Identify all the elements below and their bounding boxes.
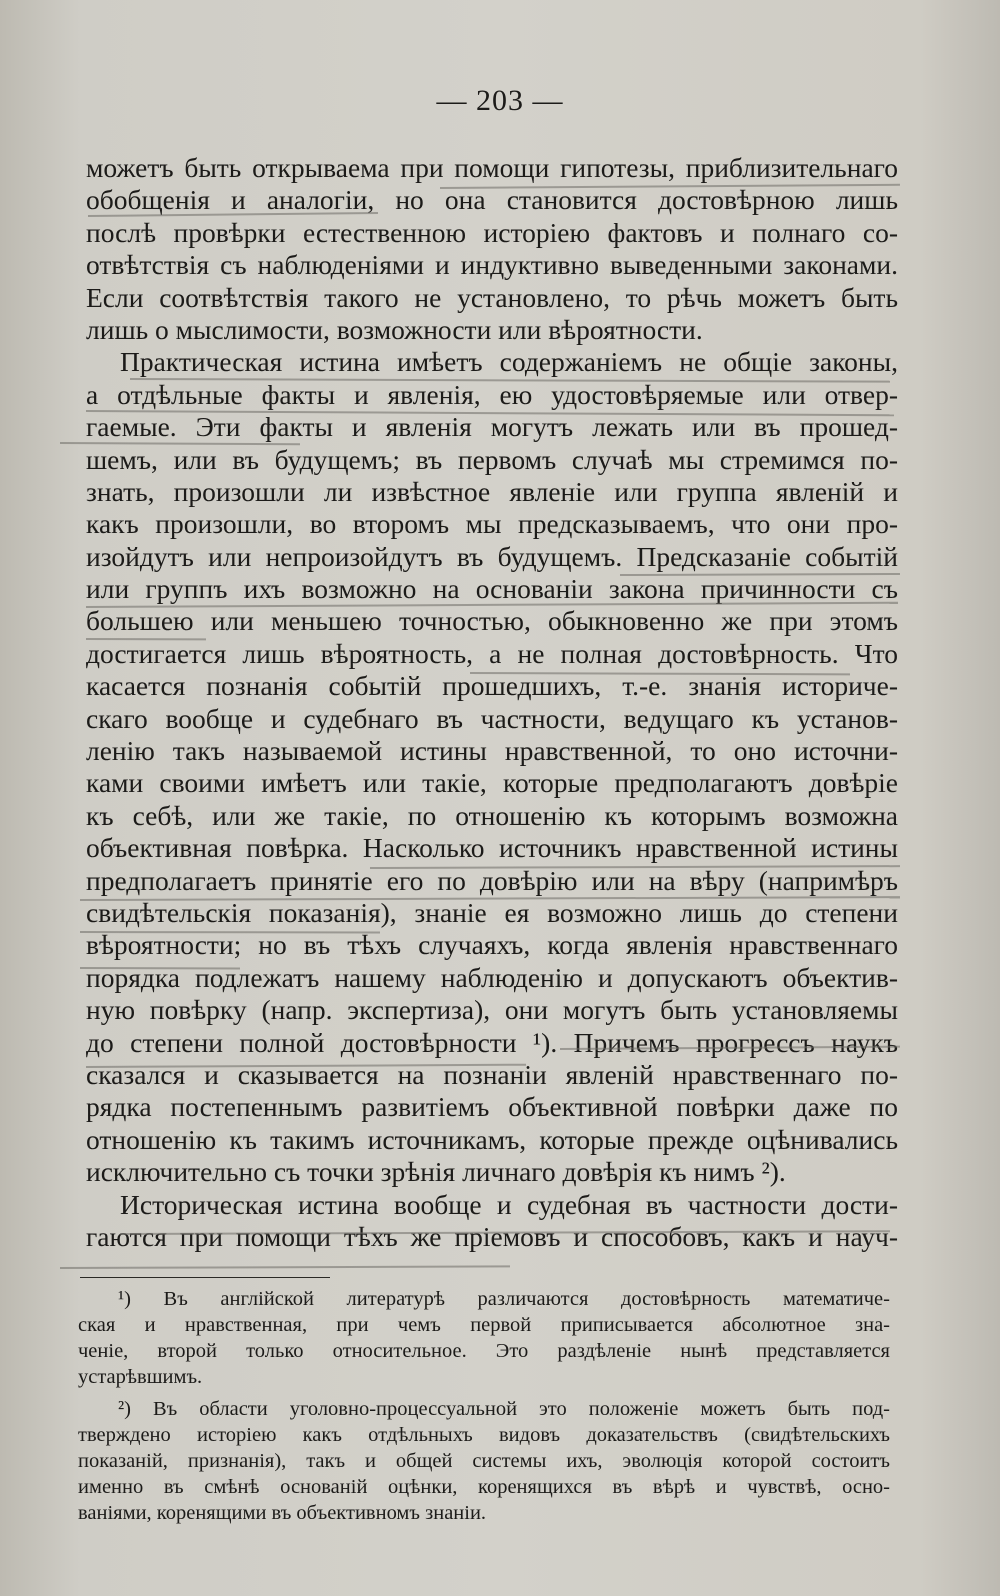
text-line: порядка подлежатъ нашему наблюденію и допускаютъ объектив- [86, 961, 898, 993]
text-line: рядка постепеннымъ развитіемъ объективной повѣрки даже по [86, 1091, 898, 1123]
footnote-line: показаній, признанія), такъ и общей системы ихъ, эволюція которой состоитъ [78, 1450, 890, 1472]
text-line: Если соотвѣтствія такого не установлено, то рѣчь можетъ быть [86, 281, 898, 313]
text-line: достигается лишь вѣроятность, а не полная достовѣрность. Что [86, 637, 898, 669]
footnote-line: ²) Въ области уголовно-процессуальной это положеніе можетъ быть под- [118, 1398, 890, 1420]
main-text [86, 152, 898, 1253]
text-line: свидѣтельскія показанія), знаніе ея возможно лишь до степени [86, 896, 898, 928]
text-line: ками своими имѣетъ или такіе, которые предполагаютъ довѣріе [86, 767, 898, 799]
text-line: объективная повѣрка. Насколько источникъ нравственной истины [86, 832, 898, 864]
text-line: гаются при помощи тѣхъ же пріемовъ и способовъ, какъ и науч- [86, 1220, 898, 1252]
footnote-line: тверждено исторіею какъ отдѣльныхъ видовъ доказательствъ (свидѣтельскихъ [78, 1424, 890, 1446]
pencil-underline [60, 1265, 510, 1269]
text-line: исключительно съ точки зрѣнія личнаго довѣрія къ нимъ ²). [86, 1156, 786, 1188]
paragraph-start-line: Историческая истина вообще и судебная въ частности дости- [120, 1188, 898, 1220]
text-line: лишь о мыслимости, возможности или вѣроятности. [86, 313, 703, 345]
pencil-underline [86, 638, 206, 640]
footnote-1 [78, 1286, 890, 1390]
text-line: изойдутъ или непроизойдутъ въ будущемъ. Предсказаніе событій [86, 540, 898, 572]
text-line: обобщенія и аналогіи, но она становится достовѣрною лишь [86, 184, 898, 216]
text-line: касается познанія событій прошедшихъ, т.-е. знанія историче- [86, 670, 898, 702]
text-line: до степени полной достовѣрности ¹). Причемъ прогрессъ наукъ [86, 1026, 898, 1058]
footnote-line: ваніями, коренящими въ объективномъ знаніи. [78, 1502, 487, 1524]
text-line: послѣ провѣрки естественною исторіею фактовъ и полнаго со- [86, 216, 898, 248]
text-line: а отдѣльные факты и явленія, ею удостовѣряемые или отвер- [86, 378, 898, 410]
text-line: можетъ быть открываема при помощи гипотезы, приблизительнаго [86, 152, 898, 183]
footnote-line: ченіе, второй только относительное. Это раздѣленіе нынѣ представляется [78, 1340, 890, 1362]
text-line: гаемые. Эти факты и явленія могутъ лежать или въ прошед- [86, 411, 898, 443]
text-line: ную повѣрку (напр. экспертиза), они могутъ быть установляемы [86, 994, 898, 1026]
paragraph-start-line: Практическая истина имѣетъ содержаніемъ не общіе законы, [120, 346, 898, 378]
footnote-line: именно въ смѣнѣ основаній оцѣнки, коренящихся въ вѣрѣ и чувствѣ, осно- [78, 1476, 890, 1498]
text-line: знать, произошли ли извѣстное явленіе или группа явленій и [86, 475, 898, 507]
text-line: ленію такъ называемой истины нравственной, то оно источни- [86, 735, 898, 767]
text-line: отношенію къ такимъ источникамъ, которые прежде оцѣнивались [86, 1123, 898, 1155]
text-line: вѣроятности; но въ тѣхъ случаяхъ, когда явленія нравственнаго [86, 929, 898, 961]
page-number: — 203 — [436, 84, 564, 117]
footnote-rule [80, 1277, 330, 1278]
footnote-2 [78, 1396, 890, 1526]
text-line: какъ произошли, во второмъ мы предсказываемъ, что они про- [86, 508, 898, 540]
footnote-line: устарѣвшимъ. [78, 1366, 203, 1388]
text-line: скаго вообще и судебнаго въ частности, ведущаго къ установ- [86, 702, 898, 734]
text-line: или группъ ихъ возможно на основаніи закона причинности съ [86, 573, 898, 605]
text-line: къ себѣ, или же такіе, по отношенію къ которымъ возможна [86, 799, 898, 831]
text-line: предполагаетъ принятіе его по довѣрію или на вѣру (напримѣръ [86, 864, 898, 896]
text-line: шемъ, или въ будущемъ; въ первомъ случаѣ мы стремимся по- [86, 443, 898, 475]
text-line: сказался и сказывается на познаніи явленій нравственнаго по- [86, 1058, 898, 1090]
footnote-line: ская и нравственная, при чемъ первой приписывается абсолютное зна- [78, 1314, 890, 1336]
text-line: большею или меньшею точностью, обыкновенно же при этомъ [86, 605, 898, 637]
text-line: отвѣтствія съ наблюденіями и индуктивно выведенными законами. [86, 249, 898, 281]
footnote-line: ¹) Въ англійской литературѣ различаются достовѣрность математиче- [118, 1288, 890, 1310]
